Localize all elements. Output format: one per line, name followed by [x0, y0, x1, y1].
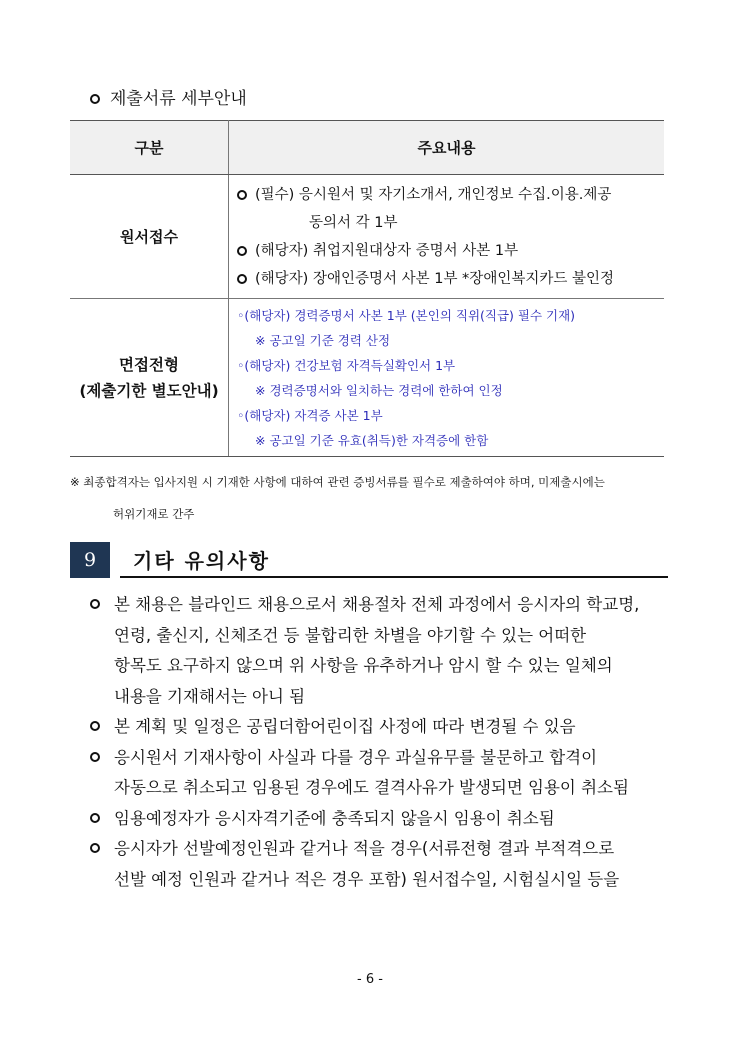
row-content [229, 299, 665, 457]
header-content: 주요내용 [229, 121, 665, 175]
circle-bullet-icon [237, 190, 247, 200]
circle-bullet-icon [90, 843, 100, 853]
circle-bullet-icon [237, 246, 247, 256]
content-note: ※ 공고일 기준 경력 산정 [255, 332, 391, 348]
documents-table [70, 120, 664, 457]
content-line: (해당자) 장애인증명서 사본 1부 *장애인복지카드 불인정 [237, 265, 664, 293]
page-number: - 6 - [357, 972, 383, 987]
list-item: 본 채용은 블라인드 채용으로서 채용절차 전체 과정에서 응시자의 학교명, 연령, 출신지, 신체조건 등 불합리한 차별을 야기할 수 있는 어떠한 항목도 요구하지 않으며 위 사항을 유추하거나 암시 할 수 있는 일체의 내용을 기재해서는 아니 됨 [90, 590, 680, 712]
content-line: ◦(해당자) 자격증 사본 1부 [237, 407, 383, 423]
section-title: 기타 유의사항 [133, 549, 270, 573]
list-item: 임용예정자가 응시자격기준에 충족되지 않을시 임용이 취소됨 [90, 804, 680, 835]
row-category: 원서접수 [70, 175, 229, 299]
row-category: 면접전형 (제출기한 별도안내) [70, 299, 229, 457]
content-note: ※ 경력증명서와 일치하는 경력에 한하여 인정 [255, 382, 503, 398]
circle-bullet-icon [237, 274, 247, 284]
section-underline [120, 576, 668, 578]
header-category: 구분 [70, 121, 229, 175]
footnote: ※ 최종합격자는 입사지원 시 기재한 사항에 대하여 관련 증빙서류를 필수로 제출하여야 하며, 미제출시에는 [70, 475, 605, 489]
content-line: ◦(해당자) 건강보험 자격득실확인서 1부 [237, 357, 456, 373]
circle-bullet-icon [90, 752, 100, 762]
row-content [229, 175, 665, 299]
content-note: ※ 공고일 기준 유효(취득)한 자격증에 한함 [255, 432, 489, 448]
list-item: 응시자가 선발예정인원과 같거나 적을 경우(서류전형 결과 부적격으로 선발 예정 인원과 같거나 적은 경우 포함) 원서접수일, 시험실시일 등을 [90, 834, 680, 895]
content-line: (필수) 응시원서 및 자기소개서, 개인정보 수집.이용.제공 [237, 181, 664, 209]
table-row [70, 175, 664, 299]
notice-list [90, 590, 680, 895]
table-header-row [70, 121, 664, 175]
circle-bullet-icon [90, 94, 100, 104]
list-item: 본 계획 및 일정은 공립더함어린이집 사정에 따라 변경될 수 있음 [90, 712, 680, 743]
content-line: ◦(해당자) 경력증명서 사본 1부 (본인의 직위(직급) 필수 기재) [237, 307, 576, 323]
section-heading: 제출서류 세부안내 [90, 84, 247, 109]
circle-bullet-icon [90, 599, 100, 609]
list-item: 응시원서 기재사항이 사실과 다를 경우 과실유무를 불문하고 합격이 자동으로 취소되고 임용된 경우에도 결격사유가 발생되면 임용이 취소됨 [90, 743, 680, 804]
content-line: 동의서 각 1부 [309, 214, 398, 231]
section-number-badge: 9 [70, 542, 110, 578]
footnote-continued: 허위기재로 간주 [113, 507, 195, 521]
table-row [70, 299, 664, 457]
circle-bullet-icon [90, 721, 100, 731]
content-line: (해당자) 취업지원대상자 증명서 사본 1부 [237, 237, 664, 265]
circle-bullet-icon [90, 813, 100, 823]
section-9-header [70, 542, 668, 578]
